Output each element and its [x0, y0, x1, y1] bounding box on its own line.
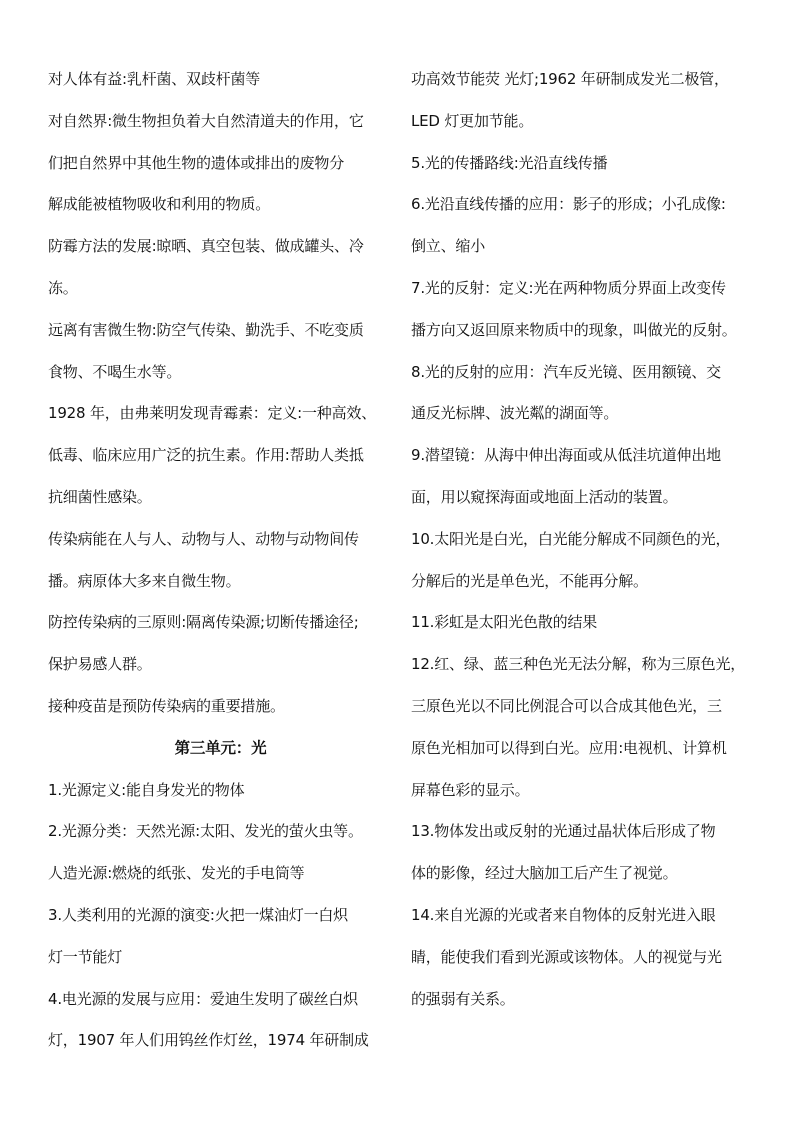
- text-line: 10.太阳光是白光，白光能分解成不同颜色的光，: [411, 529, 731, 548]
- text-line: 们把自然界中其他生物的遗体或排出的废物分: [48, 153, 345, 172]
- text-line: 防控传染病的三原则:隔离传染源;切断传播途径;: [48, 613, 359, 632]
- right-column: [411, 59, 761, 1020]
- text-line: 传染病能在人与人、动物与人、动物与动物间传: [48, 529, 359, 548]
- text-line: 远离有害微生物:防空气传染、勤洗手、不吃变质: [48, 320, 364, 339]
- text-line: 接种疫苗是预防传染病的重要措施。: [48, 696, 285, 715]
- text-line: 的强弱有关系。: [411, 989, 515, 1008]
- text-line: LED 灯更加节能。: [411, 111, 534, 130]
- section-heading: 第三单元：光: [174, 738, 267, 757]
- text-line: 解成能被植物吸收和利用的物质。: [48, 195, 271, 214]
- text-line: 人造光源:燃烧的纸张、发光的手电筒等: [48, 864, 305, 883]
- text-line: 5.光的传播路线:光沿直线传播: [411, 153, 608, 172]
- text-line: 1928 年，由弗莱明发现青霉素：定义:一种高效、: [48, 404, 376, 423]
- text-line: 11.彩虹是太阳光色散的结果: [411, 613, 598, 632]
- text-line: 对人体有益:乳杆菌、双歧杆菌等: [48, 70, 261, 88]
- text-line: 播方向又返回原来物质中的现象，叫做光的反射。: [411, 320, 737, 339]
- text-line: 食物、不喝生水等。: [48, 362, 182, 381]
- text-line: 倒立、缩小: [411, 237, 486, 256]
- text-line: 3.人类利用的光源的演变:火把一煤油灯一白炽: [48, 905, 348, 924]
- text-line: 低毒、临床应用广泛的抗生素。作用:帮助人类抵: [48, 446, 364, 465]
- text-line: 屏幕色彩的显示。: [411, 780, 530, 799]
- text-line: 13.物体发出或反射的光通过晶状体后形成了物: [411, 822, 716, 841]
- text-line: 对自然界:微生物担负着大自然清道夫的作用，它: [48, 111, 364, 130]
- text-line: 9.潜望镜：从海中伸出海面或从低洼坑道伸出地: [411, 446, 721, 465]
- text-line: 7.光的反射：定义:光在两种物质分界面上改变传: [411, 278, 726, 297]
- text-line: 8.光的反射的应用：汽车反光镜、医用额镜、交: [411, 362, 721, 381]
- text-line: 分解后的光是单色光，不能再分解。: [411, 571, 648, 590]
- text-line: 冻。: [48, 278, 78, 297]
- text-line: 6.光沿直线传播的应用：影子的形成；小孔成像:: [411, 195, 726, 214]
- text-line: 14.来自光源的光或者来自物体的反射光进入眼: [411, 905, 716, 924]
- text-line: 功高效节能荧 光灯;1962 年研制成发光二极管，: [411, 70, 729, 88]
- text-line: 1.光源定义:能自身发光的物体: [48, 780, 245, 799]
- text-line: 睛，能使我们看到光源或该物体。人的视觉与光: [411, 947, 722, 966]
- text-line: 保护易感人群。: [48, 655, 152, 674]
- text-line: 抗细菌性感染。: [48, 487, 152, 506]
- text-line: 体的影像，经过大脑加工后产生了视觉。: [411, 864, 678, 883]
- text-line: 2.光源分类：天然光源:太阳、发光的萤火虫等。: [48, 822, 363, 841]
- text-line: 灯一节能灯: [48, 947, 123, 966]
- text-line: 三原色光以不同比例混合可以合成其他色光，三: [411, 696, 722, 715]
- text-line: 防霉方法的发展:晾晒、真空包装、做成罐头、冷: [48, 237, 364, 256]
- text-line: 面，用以窥探海面或地面上活动的装置。: [411, 487, 678, 506]
- text-line: 12.红、绿、蓝三种色光无法分解，称为三原色光，: [411, 655, 746, 674]
- left-column: [48, 59, 393, 1062]
- text-line: 原色光相加可以得到白光。应用:电视机、计算机: [411, 738, 727, 757]
- text-line: 通反光标牌、波光粼的湖面等。: [411, 404, 619, 423]
- text-line: 灯，1907 年人们用钨丝作灯丝，1974 年研制成: [48, 1031, 369, 1050]
- text-line: 播。病原体大多来自微生物。: [48, 571, 241, 590]
- text-line: 4.电光源的发展与应用：爱迪生发明了碳丝白炽: [48, 989, 358, 1008]
